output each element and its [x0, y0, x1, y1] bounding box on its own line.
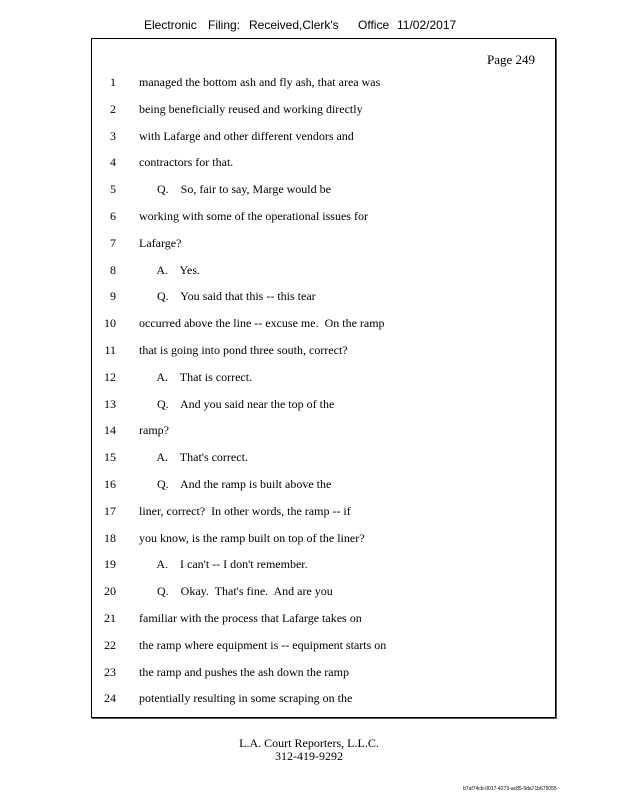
transcript-line: Q. And the ramp is built above the — [139, 477, 332, 491]
document-id: b7af74cb-0017-4273-ac85-9da71b675055 — [463, 786, 557, 792]
filing-header-electronic: Electronic — [144, 18, 197, 32]
filing-header-date: 11/02/2017 — [397, 18, 457, 32]
transcript-line: being beneficially reused and working directly — [139, 102, 363, 116]
transcript-line: A. That's correct. — [139, 450, 248, 464]
transcript-line: with Lafarge and other different vendors and — [139, 129, 354, 143]
line-number: 11 — [104, 343, 116, 357]
transcript-line: that is going into pond three south, correct? — [139, 343, 348, 357]
transcript-line: working with some of the operational issues for — [139, 209, 368, 223]
line-number: 4 — [110, 155, 116, 169]
line-number: 12 — [104, 370, 116, 384]
filing-header-received: Received,Clerk's — [249, 18, 339, 32]
line-number: 15 — [104, 450, 116, 464]
transcript-line: Q. So, fair to say, Marge would be — [139, 182, 331, 196]
transcript-line: ramp? — [139, 423, 169, 437]
line-number: 19 — [104, 557, 116, 571]
transcript-line: Q. You said that this -- this tear — [139, 289, 316, 303]
line-number: 3 — [110, 129, 116, 143]
transcript-line: managed the bottom ash and fly ash, that area was — [139, 75, 381, 89]
transcript-line: liner, correct? In other words, the ramp -- if — [139, 504, 351, 518]
transcript-line: the ramp and pushes the ash down the ramp — [139, 665, 349, 679]
transcript-line: potentially resulting in some scraping on the — [139, 691, 353, 705]
line-number: 5 — [110, 182, 116, 196]
transcript-line: A. I can't -- I don't remember. — [139, 557, 308, 571]
line-number: 10 — [104, 316, 116, 330]
footer-phone: 312-419-9292 — [275, 749, 343, 763]
transcript-line: the ramp where equipment is -- equipment starts on — [139, 638, 387, 652]
line-number: 23 — [104, 665, 116, 679]
footer-company: L.A. Court Reporters, L.L.C. — [239, 736, 379, 750]
transcript-page — [91, 38, 556, 718]
line-number: 24 — [104, 691, 116, 705]
transcript-line: occurred above the line -- excuse me. On the ramp — [139, 316, 385, 330]
line-number: 18 — [104, 531, 116, 545]
transcript-line: A. That is correct. — [139, 370, 253, 384]
line-number: 9 — [110, 289, 116, 303]
transcript-line: Lafarge? — [139, 236, 182, 250]
line-number: 1 — [110, 75, 116, 89]
line-number: 21 — [104, 611, 116, 625]
line-number: 22 — [104, 638, 116, 652]
line-number: 14 — [104, 423, 116, 437]
line-number: 6 — [110, 209, 116, 223]
line-number: 13 — [104, 397, 116, 411]
transcript-line: Q. Okay. That's fine. And are you — [139, 584, 333, 598]
transcript-line: Q. And you said near the top of the — [139, 397, 335, 411]
transcript-line: contractors for that. — [139, 155, 234, 169]
filing-header — [0, 18, 618, 34]
transcript-line: A. Yes. — [139, 263, 201, 277]
filing-header-filing: Filing: — [208, 18, 241, 32]
page-number: Page 249 — [486, 52, 535, 67]
line-number: 20 — [104, 584, 116, 598]
line-number: 17 — [104, 504, 116, 518]
line-number: 7 — [110, 236, 116, 250]
line-number: 16 — [104, 477, 116, 491]
transcript-line: you know, is the ramp built on top of the liner? — [139, 531, 365, 545]
line-number: 8 — [110, 263, 116, 277]
line-number: 2 — [110, 102, 116, 116]
filing-header-office: Office — [358, 18, 390, 32]
transcript-line: familiar with the process that Lafarge takes on — [139, 611, 362, 625]
